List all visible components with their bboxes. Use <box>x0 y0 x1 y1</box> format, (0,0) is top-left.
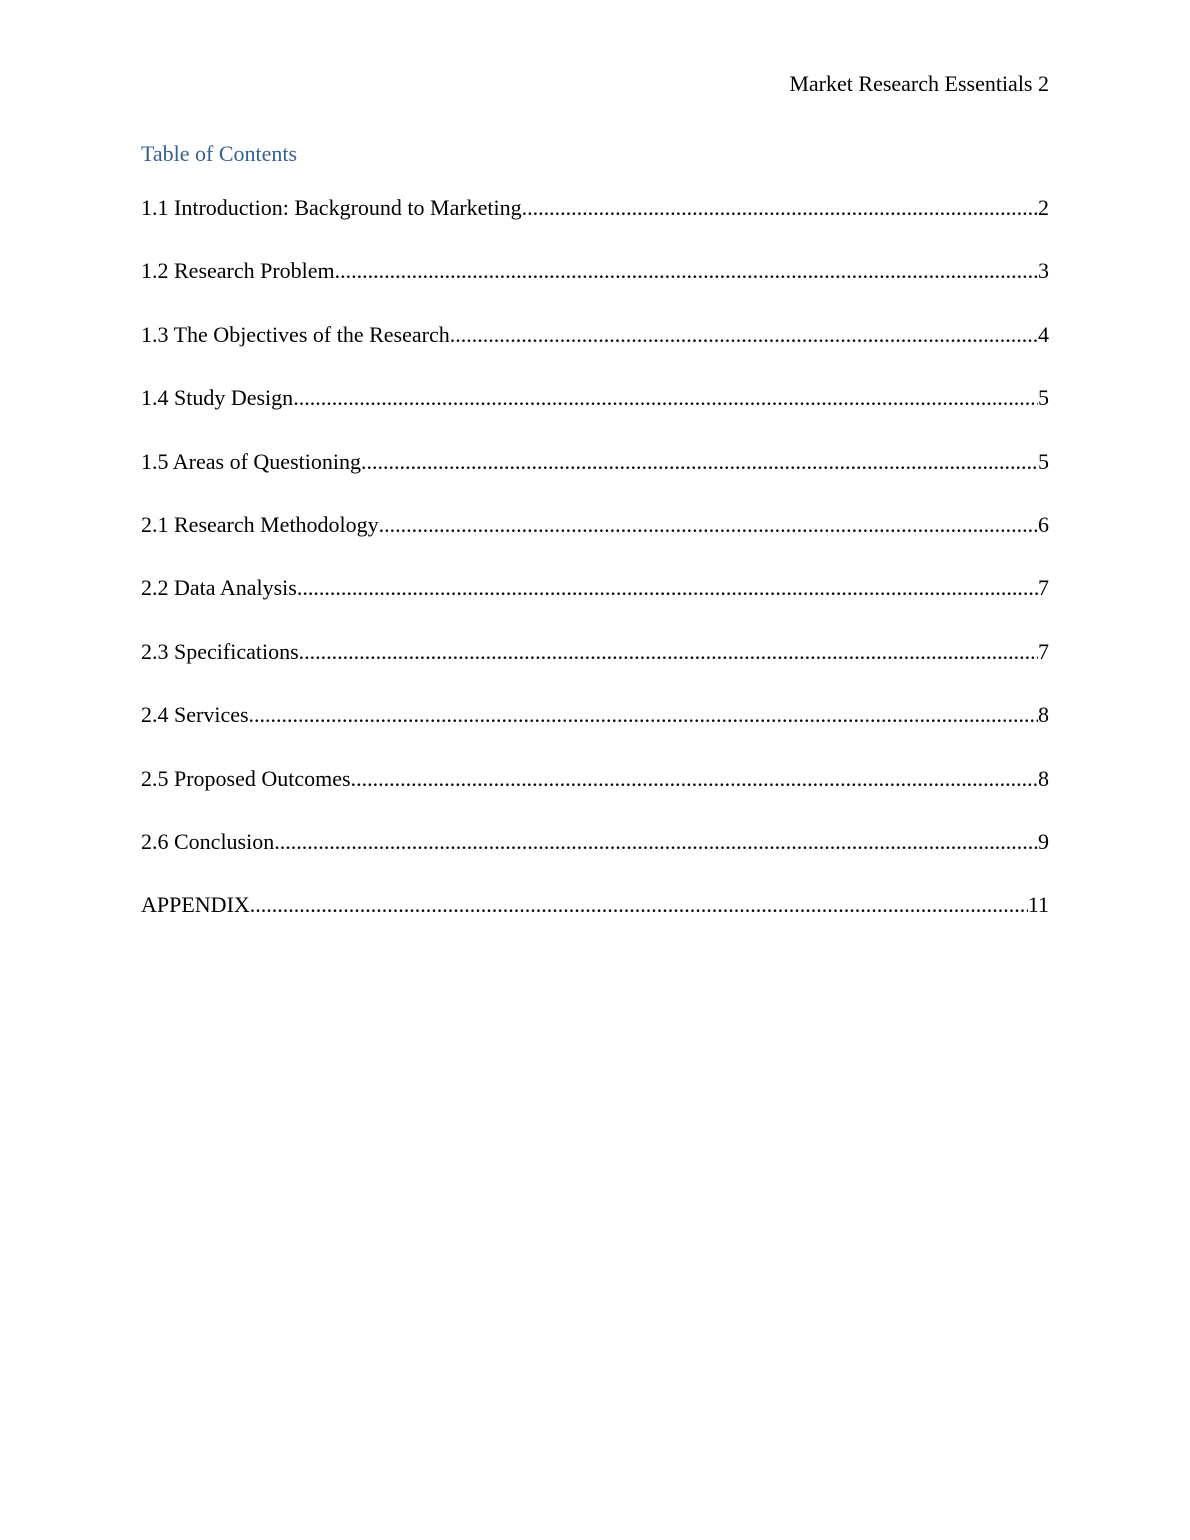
toc-entry-label: 2.5 Proposed Outcomes <box>141 765 351 791</box>
toc-entry-page: 8 <box>1038 765 1049 791</box>
toc-entry[interactable] <box>141 765 1049 828</box>
toc-dot-leader <box>299 638 1038 666</box>
toc-entry[interactable] <box>141 448 1049 511</box>
toc-entry-page: 7 <box>1038 638 1049 664</box>
toc-entry[interactable] <box>141 701 1049 764</box>
toc-entry[interactable] <box>141 891 1049 954</box>
toc-dot-leader <box>249 701 1038 729</box>
toc-entry-page: 6 <box>1038 511 1049 537</box>
toc-entry[interactable] <box>141 638 1049 701</box>
toc-entry-label: 1.5 Areas of Questioning <box>141 448 361 474</box>
toc-entry-label: 2.1 Research Methodology <box>141 511 379 537</box>
toc-entry-label: 2.2 Data Analysis <box>141 575 297 601</box>
toc-entry-page: 7 <box>1038 575 1049 601</box>
toc-entry-label: 2.6 Conclusion <box>141 828 275 854</box>
toc-entry-page: 5 <box>1038 385 1049 411</box>
toc-dot-leader <box>351 765 1038 793</box>
toc-dot-leader <box>293 384 1038 412</box>
toc-entry-label: 1.3 The Objectives of the Research <box>141 321 450 347</box>
toc-entry-page: 9 <box>1038 828 1049 854</box>
toc-entry-label: APPENDIX <box>141 892 250 918</box>
toc-entry[interactable] <box>141 257 1049 320</box>
toc-entry-page: 2 <box>1038 195 1049 220</box>
toc-dot-leader <box>361 448 1038 476</box>
toc-entry-label: 1.4 Study Design <box>141 385 294 411</box>
toc-entry-page: 11 <box>1027 892 1049 918</box>
toc-entry[interactable] <box>141 511 1049 574</box>
toc-entry-page: 4 <box>1038 321 1049 347</box>
toc-entry[interactable] <box>141 321 1049 384</box>
running-header: Market Research Essentials 2 <box>789 71 1049 96</box>
toc-entry[interactable] <box>141 574 1049 637</box>
toc-dot-leader <box>274 828 1038 856</box>
toc-dot-leader <box>522 194 1038 222</box>
toc-entry-label: 2.4 Services <box>141 702 249 728</box>
toc-dot-leader <box>379 511 1038 539</box>
toc-entry-page: 3 <box>1038 258 1049 284</box>
toc-entry[interactable] <box>141 194 1049 257</box>
toc-entry-label: 1.2 Research Problem <box>141 258 335 284</box>
toc-dot-leader <box>297 574 1038 602</box>
toc-entry-page: 5 <box>1038 448 1049 474</box>
toc-entry[interactable] <box>141 828 1049 891</box>
toc-title: Table of Contents <box>141 141 298 166</box>
toc-entry-label: 2.3 Specifications <box>141 638 299 664</box>
toc-dot-leader <box>335 257 1038 285</box>
toc-entry-page: 8 <box>1038 702 1049 728</box>
toc-dot-leader <box>250 891 1028 919</box>
toc-entry-label: 1.1 Introduction: Background to Marketing <box>141 195 522 220</box>
toc-entry[interactable] <box>141 384 1049 447</box>
toc-dot-leader <box>450 321 1038 349</box>
toc-list <box>141 194 1049 955</box>
